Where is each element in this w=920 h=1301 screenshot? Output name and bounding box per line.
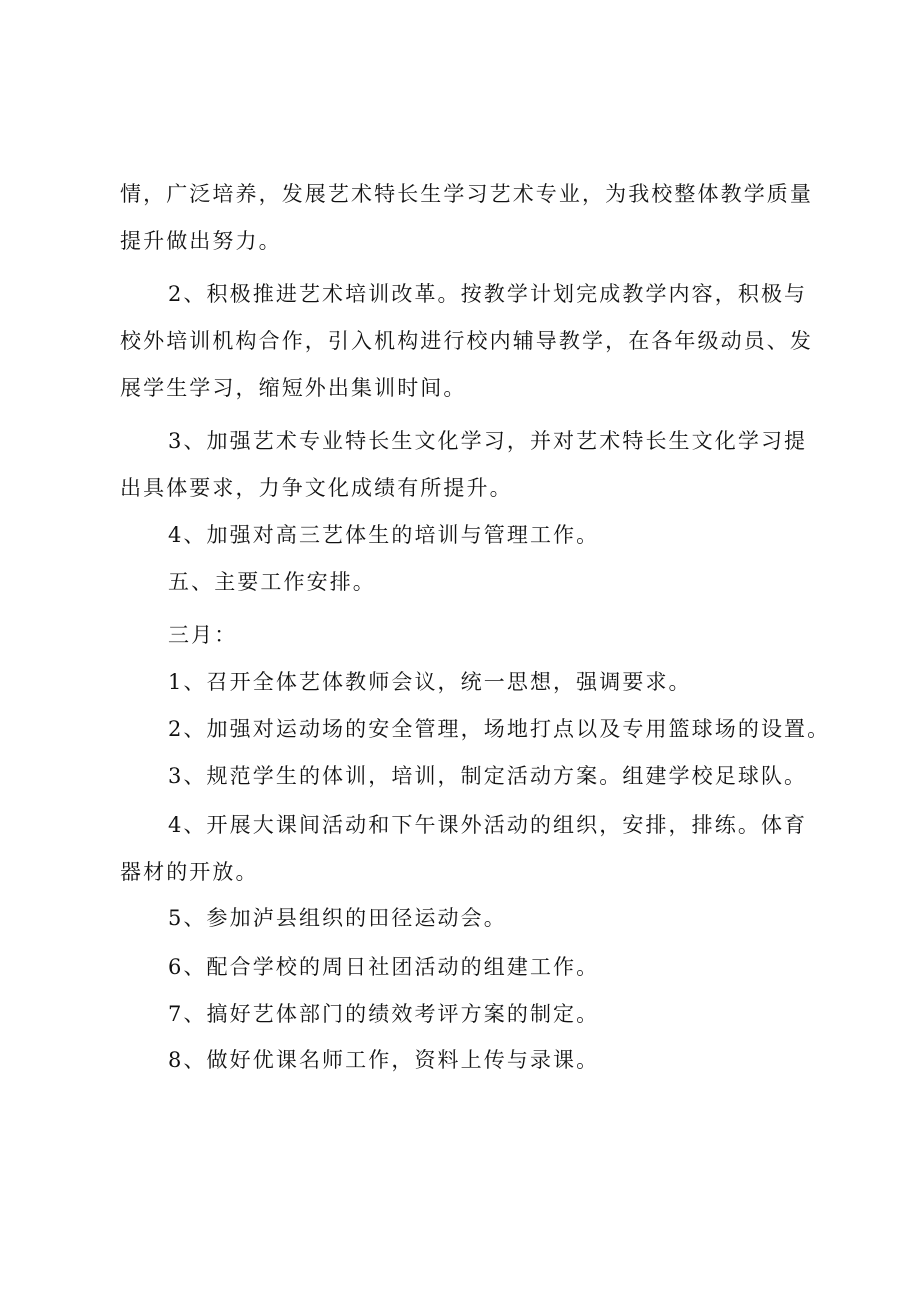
text-line: 出具体要求，力争文化成绩有所提升。 [120, 476, 513, 500]
text-line: 4、加强对高三艺体生的培训与管理工作。 [168, 523, 600, 547]
list-item-1-teacher-meeting [120, 670, 692, 694]
text-line: 校外培训机构合作，引入机构进行校内辅导教学，在各年级动员、发 [120, 329, 813, 353]
text-line: 器材的开放。 [120, 860, 259, 884]
text-line: 5、参加泸县组织的田径运动会。 [168, 906, 507, 930]
paragraph-item-3-culture-study [120, 429, 807, 500]
list-item-5-track-meet [120, 906, 507, 930]
month-heading-march [120, 623, 237, 647]
text-line: 3、加强艺术专业特长生文化学习，并对艺术特长生文化学习提 [168, 429, 808, 453]
text-line: 4、开展大课间活动和下午课外活动的组织，安排，排练。体育 [168, 813, 808, 837]
text-line: 三月： [168, 623, 238, 647]
paragraph-item-4-senior-training [120, 523, 599, 547]
list-item-4-activities [120, 813, 807, 884]
list-item-7-performance-evaluation [120, 1002, 599, 1026]
text-line: 1、召开全体艺体教师会议，统一思想，强调要求。 [168, 670, 692, 694]
text-line: 2、积极推进艺术培训改革。按教学计划完成教学内容，积极与 [168, 282, 808, 306]
text-line: 五、主要工作安排。 [168, 570, 376, 594]
list-item-3-sports-training [120, 764, 807, 788]
text-line: 7、搞好艺体部门的绩效考评方案的制定。 [168, 1002, 600, 1026]
list-item-8-quality-lessons [120, 1048, 599, 1072]
text-line: 8、做好优课名师工作，资料上传与录课。 [168, 1048, 600, 1072]
text-line: 2、加强对运动场的安全管理，场地打点以及专用篮球场的设置。 [168, 717, 831, 741]
paragraph-item-2-art-training-reform [120, 282, 813, 400]
text-line: 6、配合学校的周日社团活动的组建工作。 [168, 955, 600, 979]
text-line: 展学生学习，缩短外出集训时间。 [120, 376, 467, 400]
section-heading-work-arrangement [120, 570, 376, 594]
text-line: 提升做出努力。 [120, 229, 282, 253]
list-item-2-playground-safety [120, 717, 830, 741]
list-item-6-club-activities [120, 955, 599, 979]
text-line: 情，广泛培养，发展艺术特长生学习艺术专业，为我校整体教学质量 [120, 182, 813, 206]
text-line: 3、规范学生的体训，培训，制定活动方案。组建学校足球队。 [168, 764, 808, 788]
paragraph-continuation [120, 182, 813, 253]
